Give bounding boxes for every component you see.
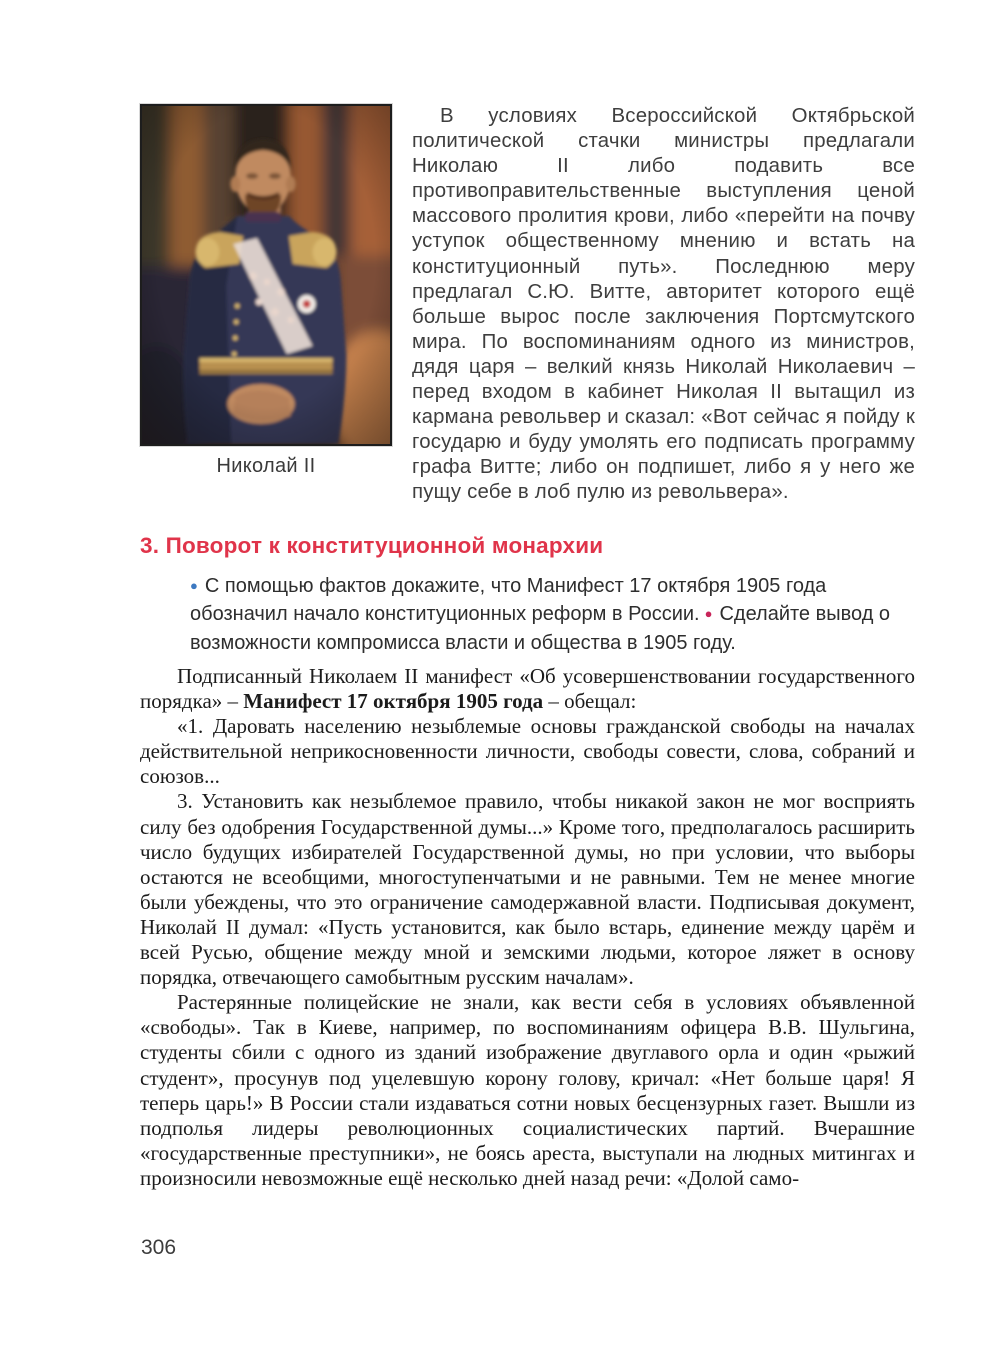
intro-paragraph: В условиях Всероссийской Октябрьской политической стачки министры предлагали Николаю II либо подавить все противоправительственные выступления ценой массового пролития крови, либо «перейти на почву уступок общественному мнению и встать на конституционный путь». Последнюю меру предлагал С.Ю. Витте, авторитет которого ещё больше вырос после заключения Портсмутского мира. По воспоминаниям одного из министров, дядя царя – велкий князь Николай Николаевич – перед входом в кабинет Николая II вытащил из кармана револьвер и сказал: «Вот сейчас я пойду к государю и буду умолять его подписать программу графа Витте; либо он подпишет, либо я у него же пущу себе в лоб пулю из револьвера». [412, 105, 915, 504]
body-text [140, 664, 915, 1191]
page-number: 306 [141, 1236, 177, 1259]
paragraph-police: Растерянные полицейские не знали, как вести себя в условиях объявленной «свободы». Так в Киеве, например, по воспоминаниям офицера В.В. Шульгина, студенты сбили с одного из зданий изображение двуглавого орла и один «рыжий студент», просунув под уцелевшую корону голову, кричал: «Нет больше царя! Я теперь царь!» В России стали издаваться сотни новых бесцензурных газет. Вышли из подполья лидеры революционных социалистических партий. Вчерашние «государственные преступники», не боясь ареста, выступали на людных митингах и произносили невозможные ещё несколько дней назад речи: «Долой само- [140, 990, 915, 1190]
paragraph-text: – обещал: [543, 689, 637, 714]
paragraph-point1: «1. Даровать населению незыблемые основы гражданской свободы на началах действительной неприкосновенности личности, свободы совести, слова, собраний и союзов... [140, 714, 915, 789]
task-text-2: Сделайте вывод о возможности компромисса власти и общества в 1905 году. [190, 603, 891, 654]
page-content [140, 104, 915, 1191]
paragraph-manifest [140, 664, 915, 714]
task-list [190, 572, 915, 658]
task-text-1: С помощью фактов докажите, что Манифест 17 октября 1905 года обозначил начало конституционных реформ в России. [190, 574, 827, 625]
manifest-bold-text: Манифест 17 октября 1905 года [243, 689, 544, 714]
portrait-photo [140, 104, 392, 446]
portrait-caption: Николай II [216, 455, 316, 477]
paragraph-text: Подписанный Николаем II манифест «Об усовершенствовании государственного порядка» – [140, 664, 915, 714]
paragraph-point3: 3. Установить как незыблемое правило, чтобы никакой закон не мог восприять силу без одобрения Государственной думы...» Кроме того, предполагалось расширить число будущих избирателей Государственной думы, но при условии, что выборы остаются не всеобщими, многоступенчатыми и не равными. Тем не менее многие были убеждены, что это ограничение самодержавной власти. Подписывая документ, Николай II думал: «Пусть установится, как было встарь, единение между царём и всей Русью, общение между мной и земскими людьми, которое ляжет в основу порядка, отвечающего самобытным русским началам». [140, 789, 915, 990]
portrait-figure [140, 104, 392, 478]
nicholas-ii-portrait-image [142, 106, 390, 444]
blue-bullet-icon: ● [190, 577, 198, 593]
red-bullet-icon: ● [704, 606, 713, 621]
section-heading: 3. Поворот к конституционной монархии [140, 532, 604, 558]
